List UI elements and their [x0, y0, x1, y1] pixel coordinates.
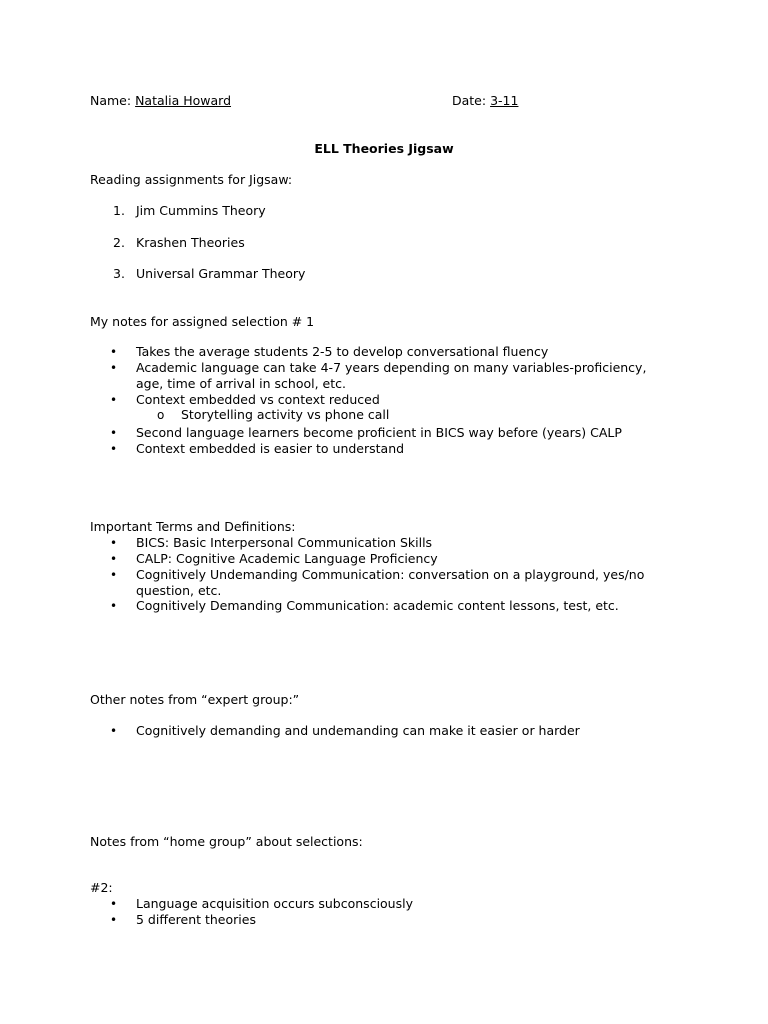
bullet-icon: •: [110, 393, 118, 407]
list-text: Academic language can take 4-7 years depending on many variables-proficiency,: [136, 360, 647, 375]
bullet-icon: •: [110, 426, 118, 440]
name-label: Name:: [90, 93, 132, 108]
home-heading: Notes from “home group” about selections:: [90, 834, 363, 849]
list-text: Universal Grammar Theory: [136, 266, 306, 281]
name-line: [90, 93, 231, 109]
bullet-icon: •: [110, 897, 118, 911]
bullet-icon: •: [110, 724, 118, 738]
bullet-icon: •: [110, 361, 118, 375]
document-title: ELL Theories Jigsaw: [314, 141, 454, 156]
bullet-icon: •: [110, 913, 118, 927]
list-text: CALP: Cognitive Academic Language Proficiency: [136, 551, 438, 566]
list-text: Second language learners become proficient in BICS way before (years) CALP: [136, 425, 622, 440]
my-notes-heading: My notes for assigned selection # 1: [90, 314, 315, 329]
list-text: Context embedded is easier to understand: [136, 441, 405, 456]
list-text: age, time of arrival in school, etc.: [136, 376, 346, 391]
bullet-icon: •: [110, 536, 118, 550]
home-sub-heading: #2:: [90, 880, 113, 895]
expert-heading: Other notes from “expert group:”: [90, 692, 300, 707]
list-number: 3.: [113, 266, 125, 281]
list-text: Context embedded vs context reduced: [136, 392, 380, 407]
date-line: [452, 93, 518, 109]
list-text: Cognitively Demanding Communication: academic content lessons, test, etc.: [136, 598, 619, 613]
bullet-icon: •: [110, 442, 118, 456]
terms-heading: Important Terms and Definitions:: [90, 519, 296, 534]
bullet-icon: •: [110, 345, 118, 359]
list-text: Storytelling activity vs phone call: [181, 407, 390, 422]
date-label: Date:: [452, 93, 487, 108]
bullet-icon: •: [110, 599, 118, 613]
list-text: Language acquisition occurs subconsciously: [136, 896, 413, 911]
list-text: Cognitively Undemanding Communication: conversation on a playground, yes/no: [136, 567, 645, 582]
list-text: Takes the average students 2-5 to develop conversational fluency: [136, 344, 549, 359]
bullet-icon: •: [110, 568, 118, 582]
date-value: 3-11: [490, 93, 519, 108]
name-value: Natalia Howard: [135, 93, 232, 108]
list-text: Jim Cummins Theory: [136, 203, 266, 218]
bullet-icon: •: [110, 552, 118, 566]
list-number: 1.: [113, 203, 125, 218]
list-text: 5 different theories: [136, 912, 256, 927]
list-text: Cognitively demanding and undemanding can make it easier or harder: [136, 723, 580, 738]
list-text: Krashen Theories: [136, 235, 245, 250]
list-text: BICS: Basic Interpersonal Communication Skills: [136, 535, 433, 550]
list-text: question, etc.: [136, 583, 222, 598]
sub-bullet-icon: o: [157, 408, 165, 422]
reading-intro: Reading assignments for Jigsaw:: [90, 172, 293, 187]
list-number: 2.: [113, 235, 125, 250]
